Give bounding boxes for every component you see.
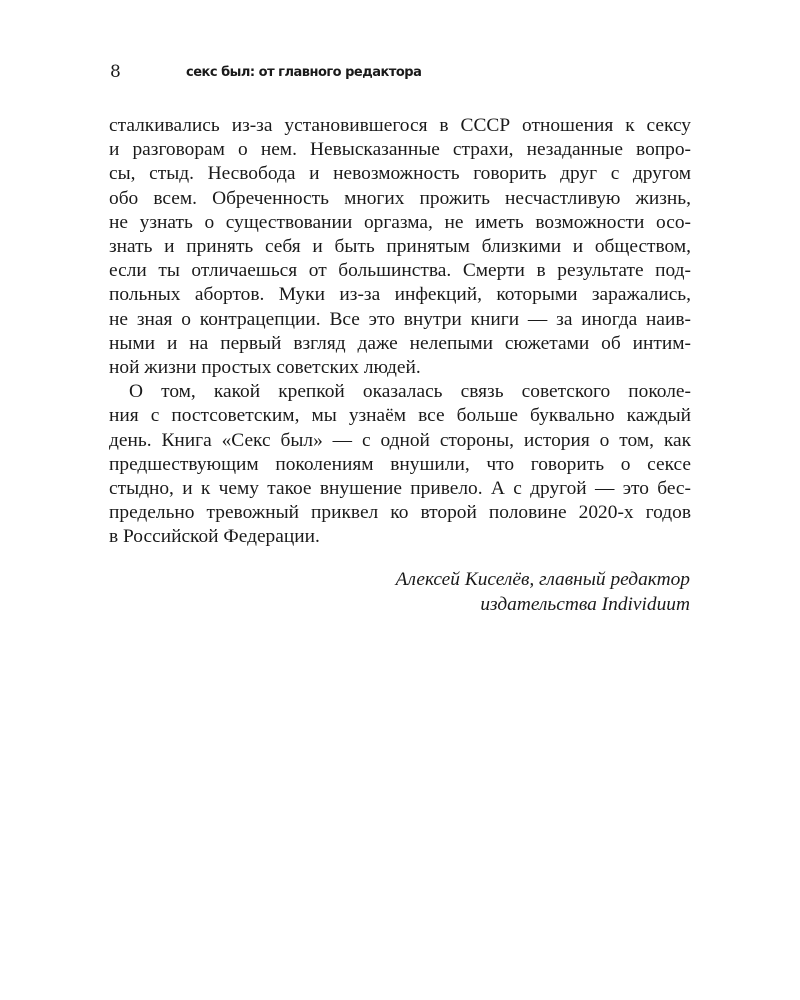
text-line: не зная о контрацепции. Все это внутри книги — за иногда наив- [109,308,691,330]
text-line: ния с постсоветским, мы узнаём все больше буквально каждый [109,405,691,427]
page-number: 8 [110,62,121,82]
text-line: обо всем. Обреченность многих прожить несчастливую жизнь, [109,187,691,209]
signature-line: Алексей Киселёв, главный редактор [395,569,690,590]
text-line: и разговорам о нем. Невысказанные страхи, незаданные вопро- [109,139,691,161]
text-line: в Российской Федерации. [109,526,320,548]
signature [396,568,690,618]
paragraph-1 [109,114,691,380]
text-line: стыдно, и к чему такое внушение привело. А с другой — это бес- [109,478,691,500]
text-line: сталкивались из-за установившегося в СССР отношения к сексу [109,115,691,136]
text-line: день. Книга «Секс был» — с одной стороны, история о том, как [109,429,691,451]
paragraph-2 [109,380,691,549]
text-line: ными и на первый взгляд даже нелепыми сюжетами об интим- [109,332,691,354]
text-line: О том, какой крепкой оказалась связь советского поколе- [129,381,691,403]
text-line: если ты отличаешься от большинства. Смерти в результате под- [109,260,691,282]
body-text [109,114,691,550]
text-line: предшествующим поколениям внушили, что говорить о сексе [109,453,691,475]
running-head [110,60,690,84]
running-title: секс был: от главного редактора [186,65,422,80]
text-line: ной жизни простых советских людей. [109,357,421,379]
text-line: польных абортов. Муки из-за инфекций, которыми заражались, [109,284,691,306]
text-line: сы, стыд. Несвобода и невозможность говорить друг с другом [109,163,691,185]
text-line: не узнать о существовании оргазма, не иметь возможности осо- [109,211,691,233]
text-line: знать и принять себя и быть принятым близкими и обществом, [109,236,691,258]
text-line: предельно тревожный приквел ко второй половине 2020-х годов [109,502,691,524]
signature-line: издательства Individuum [480,593,690,615]
